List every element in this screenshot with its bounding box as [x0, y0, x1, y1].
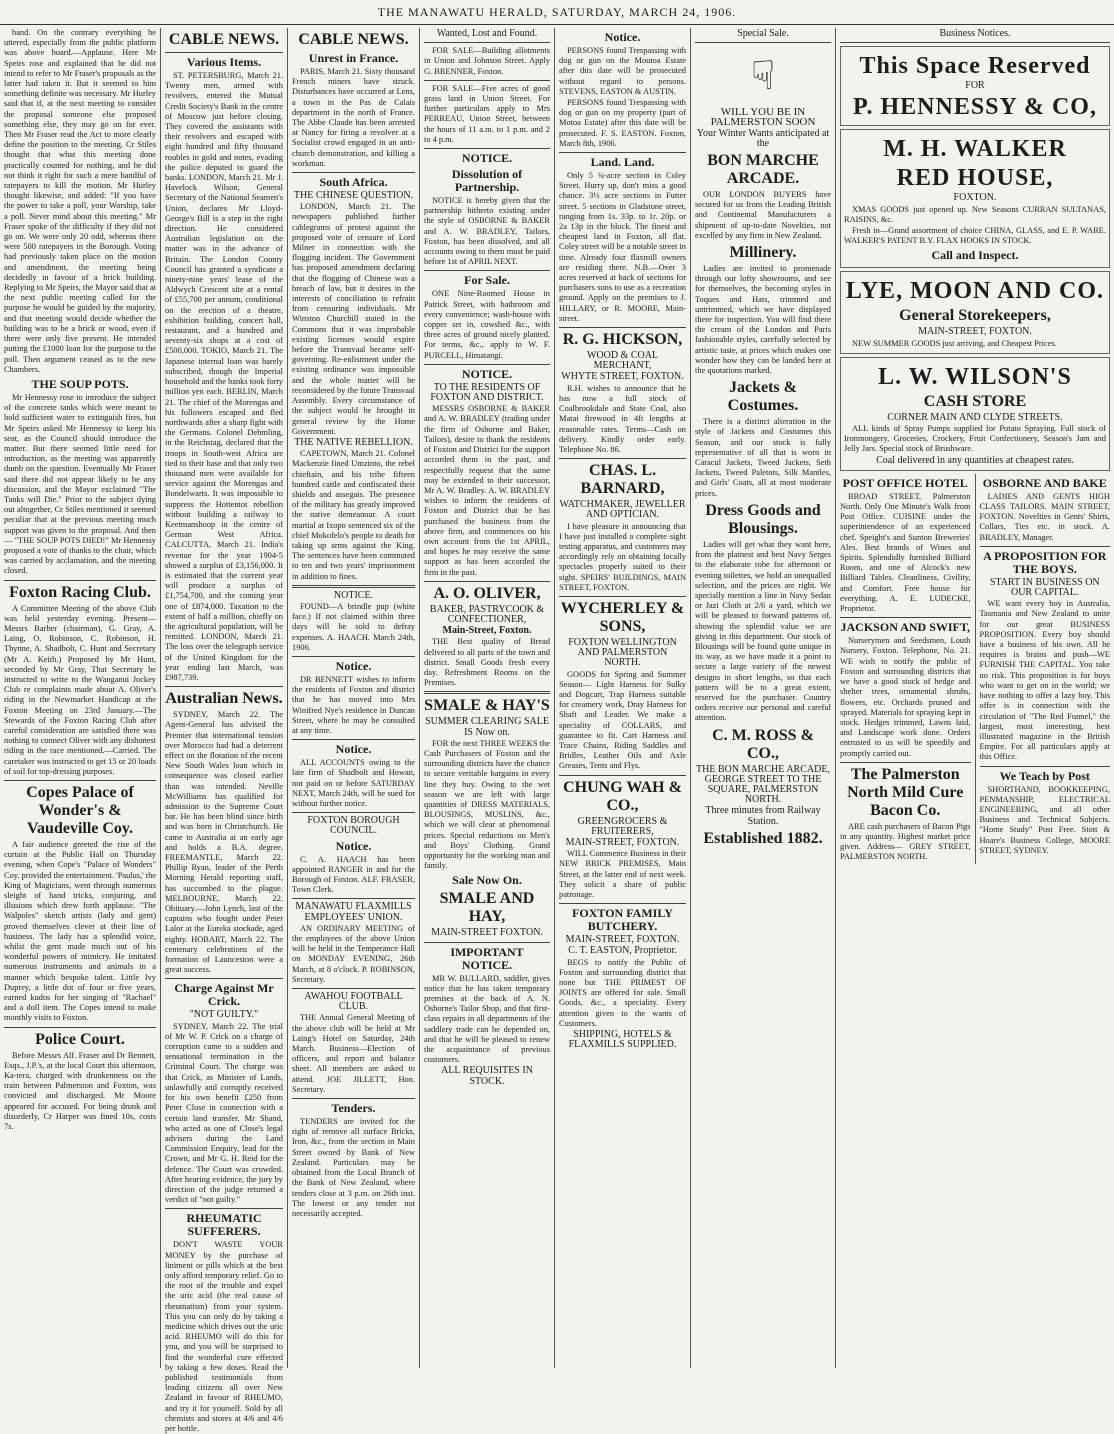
jackets-text: There is a distinct alteration in the style of Jackets and Costumes this Season, and our stock is fully representative of all that is worn in Caracul Jackets, Tweed Jackets, Seth Jackets, Tweed Paletots, Silk Mantles, and Girls' Coats, all at most moderate prices.	[695, 417, 831, 498]
hennessy-ad	[840, 46, 1110, 126]
oliver-heading: A. O. OLIVER,	[433, 584, 541, 602]
ross-address: THE BON MARCHE ARCADE, GEORGE STREET TO THE SQUARE, PALMERSTON NORTH.	[696, 763, 830, 806]
smale-hay-subheading: SUMMER CLEARING SALE IS Now on.	[425, 716, 549, 738]
soup-pots-text: Mr Hennessy rose to introduce the subject of the concrete tanks which were meant to hold sufficient water to extinguish fires, but Mr Speirs asked Mr Hennessy to keep his seat, as the Council should introduce the matter. But there seemed little need for introduction, as the meeting was apparently dumb on the question. Eventually Mr Fraser said there did not appear likely to be any discussion, and the Mayor exclaimed "The Tanks will Die." Prior to the subject dying out altogether, Cr Stiles mentioned it seemed peculiar that at the previous meeting much support was given to the proposal. And then— "THE SOUP POTS DIED!" Mr Hennessy proposed a vote of thanks to the chair, which was carried by acclamation, and the meeting closed.	[4, 392, 156, 576]
lye-moon-address: MAIN-STREET, FOXTON.	[918, 326, 1032, 338]
osborne-bake-text: LADIES AND GENTS HIGH CLASS TAILORS. MAIN STREET, FOXTON. Novelties in Gents' Shirts, Collars, Ties etc. in stock. A. BRADLEY, Manager.	[979, 491, 1110, 542]
racing-club-heading: Foxton Racing Club.	[9, 583, 151, 601]
dissolution-notice-heading: NOTICE.	[461, 151, 513, 166]
oliver-text: THE Best quality of Bread delivered to all parts of the town and district. Small Goods fresh every day. Refreshment Rooms on the Premises.	[424, 637, 550, 688]
column-7	[835, 28, 1114, 1368]
barnard-heading: CHAS. L. BARNARD,	[580, 462, 665, 498]
chung-wah-text: WILL Commence Business in their NEW BRICK PREMISES, Main Street, at the latter end of next week. They solicit a share of public patronage.	[559, 849, 686, 899]
for-sale-house: ONE Nine-Roomed House in Patrick Street, with bathroom and every convenience; wash-house with copper set in, cowshed &c., with three acres of ground nicely planted. For terms, &c., apply to W. F. PURCELL, Himatangi.	[424, 289, 550, 360]
land-text: Only 5 ¾-acre section in Coley Street. Hurry up, don't miss a good chance. 3½ acre sections in Futter street. 5 sections in Gladstone street, ranging from 1s. 33p. to 1r. 20p. or 2a 13p in the block. The finest and cheapest land in Foxton, all flat. Coley street will be a notable street in time. Already four flaxmill owners are residing there. N.B.—Over 3 acres reserved at back of sections for purchasers sons to use as a recreation ground. Apply on the premises to J. HILLARY, or R. MOORE, Main-street.	[559, 171, 686, 323]
for-sale-allotments: FOR SALE—Building allotments in Union and Johnson Street. Apply G. BRENNER, Foxton.	[424, 46, 550, 76]
cash-store: CASH STORE	[923, 392, 1027, 410]
walker-xmas: XMAS GOODS just opened up. New Seasons CURRAN SULTANAS, RAISINS, &c.	[844, 204, 1106, 224]
space-reserved: This Space Reserved	[859, 53, 1091, 80]
butchery-heading: FOXTON FAMILY BUTCHERY.	[572, 906, 673, 934]
police-court-text: Before Messrs Alf. Fraser and Dr Bennett, Esqs., J.P.'s, at the local Court this afternoon, Ka-tera, charged with drunkenness on the train between Palmerston and Foxton, was convicted and discharged. Mr Moore appeared for accused. For being drunk and disorderly, Cr Harper was fined 10s, costs 7s.	[4, 1050, 156, 1132]
notice-accounts-heading: Notice.	[335, 742, 372, 757]
council-heading: FOXTON BOROUGH COUNCIL.	[307, 815, 400, 837]
australian-news-text: SYDNEY, March 22. The Agent-General has advised the Premier that international tension over Morocco had had a deterrent effect on the flotation of the recent New South Wales loan which in consequence was closed earlier than was intended. Neville McWilliams has qualified for admission to the Supreme Court bar. He has been blind since birth and was born in Christchurch. He came to Australia at an early age and holds a B.A. degree. FREEMANTLE, March 22. Phillip Ryan, leader of the Perth Morning Herald reporting staff, has succumbed to the plague. MELBOURNE, March 22. Obituary.—John Lynch, last of the captains who fought under Peter Lalor at the Eureka stockade, aged eighty. HOBART, March 22. The centenary celebrations of the formation of Launceston were a great success.	[165, 710, 283, 975]
various-items-text: ST. PETERSBURG, March 21. Twenty men, armed with revolvers, entered the Mutual Credit Society's Bank in the centre of Moscow just before closing. They covered the assistants with their revolvers and escaped with eight hundred and fifty thousand roubles in gold and notes, evading the police deputed to guard the banks. LONDON, March 21. Mr J. Havelock Wilson, General Secretary of the National Seamen's Union, declares Mr Lloyd-George's Bill is a step in the right direction. He considered Australian legislation on the matter was in the advance of Britain. The London County Council has granted a syndicate a ninety-nine years' lease of the Aldwych Crescent site at a rental of £55,700 per annum, conditional on the erection of a theatre, exhibition building, concert hall, restaurant, and a hundred and seventy-six shops at a cost of £500,000. TOKIO, March 21. The Japanese internal loan was barely subscribed, though the Imperial household and the banks took forty million yen each. BERLIN, March 21. The chief of the Morengas and his followers escaped and fled northwards after a sharp fight with the Germans. Colonel Dehmling, in the Reichstag, declared that the troops in South-west Africa are tied to their base and that only two thousand men were available for service against the Morengas and Bondelwarts. It was impossible to suppress the Hottentot rebellion without building a railway to Keetmanshoop in the centre of German West Africa. CALCUTTA, March 21. India's revenue for the year 1904-5 showed a surplus of £3,156,000. It is estimated that the current year will produce a surplus of £1,754,700, and the coming year one of £874,000. Taxation to the extent of half a million, chiefly on the agricultural population, will be remitted. LONDON, March 21. The loss over the telegraph service of the United Kingdom for the year ending last March, was £987,739.	[165, 71, 283, 682]
chung-wah-heading: CHUNG WAH & CO.,	[563, 778, 682, 814]
special-sale-heading: Special Sale.	[737, 28, 789, 39]
bacon-text: ARE cash purchasers of Bacon Pigs in any quantity. Highest market price given. Address— GREY STREET, PALMERSTON NORTH.	[840, 821, 971, 862]
football-heading: AWAHOU FOOTBALL CLUB.	[304, 991, 403, 1013]
various-items-heading: Various Items.	[186, 55, 262, 69]
lower-ads-row	[840, 474, 1110, 864]
teach-by-post-heading: We Teach by Post	[999, 768, 1090, 783]
jackson-swift-text: Nurserymen and Seedsmen, Louth Nursery, Foxton. Telephone, No. 21. WE wish to notify the public of Foxton and surrounding districts that we have a good stock of hedge and shelter trees, ornamental shrubs, flowers, etc. Orchards pruned and sprayed. Materials for spraying kept in stock. Hedges trimmed, Lawns laid, and Landscape work done. Orders entrusted to us will be speedily and promptly carried out.	[840, 636, 971, 758]
smale-hay-heading-2: SMALE AND HAY,	[439, 890, 535, 926]
business-notices-heading: Business Notices.	[939, 28, 1011, 39]
hickson-text: R.H. wishes to announce that he has now a full stock of Coalbrookdale and State Coal, also Matai firewood in 4ft lengths at reasonable rates. Terms—Cash on delivery. Kindly order early. Telephone No. 86.	[559, 383, 686, 454]
for-label: FOR	[965, 80, 985, 92]
important-notice-heading: IMPORTANT NOTICE.	[450, 944, 524, 972]
trespass-notice-heading: Notice.	[604, 30, 641, 44]
osborne-bake-heading: OSBORNE AND BAKE	[982, 475, 1107, 490]
residents-notice-heading: NOTICE.	[461, 366, 513, 381]
column-1	[0, 28, 160, 1368]
lower-right-ads	[975, 474, 1111, 864]
rheumatic-text: DON'T WASTE YOUR MONEY by the purchase of liniment or pills which at the best only afford temporary relief. Go to the root of the trouble and expel the uric acid (the real cause of rheumatism) from your system. This you can only do by taking a medicine which drives out the uric acid. RHEUMO will do this for you, and you will be surprised to find the wonderful cure effected by taking a few doses. Read the published testimonials from leading citizens all over New Zealand in favour of RHEUMO, and try it for yourself. Sold by all chemists and stores at 4/6 and 4/6 per bottle.	[165, 1240, 283, 1433]
flaxmills-heading: MANAWATU FLAXMILLS EMPLOYEES' UNION.	[295, 901, 412, 923]
dissolution-heading: Dissolution of Partnership.	[451, 167, 523, 195]
notice-found-heading: NOTICE.	[333, 589, 374, 601]
wycherley-locations: FOXTON WELLINGTON AND PALMERSTON NORTH.	[568, 636, 677, 669]
butchery-footer: SHIPPING, HOTELS & FLAXMILLS SUPPLIED.	[568, 1029, 677, 1051]
residents-notice-subheading: TO THE RESIDENTS OF FOXTON AND DISTRICT.	[430, 381, 544, 404]
important-notice-text: MR W. BULLARD, saddler, gives notice that he has taken temporary premises at the back of A. N. Osborne's Tailor Shop, and that first-class repairs in all departments of the saddlery trade can be depended on, and that he will be pleased to renew the acquaintance of previous customers.	[424, 973, 550, 1065]
residents-notice-text: MESSRS OSBORNE & BAKER and A. W. BRADLEY (trading under the firm of Osborne and Baker, Tailors), desire to thank the residents of Foxton and District for the support accorded them in the past, and respectfully request that the same may be extended to their successor, Mr A. W. Bradley. A. W. BRADLEY wishes to inform the residents of Foxton and District that he has purchased the business from the above firm, and commences on his own account from the 1st APRIL, and hopes he may receive the same support as has been accorded the firm in the past.	[424, 404, 550, 577]
crick-subheading: "NOT GUILTY."	[189, 1009, 259, 1021]
crick-heading: Charge Against Mr Crick.	[174, 981, 274, 1009]
butchery-proprietor: C. T. EASTON, Proprietor.	[568, 945, 677, 957]
football-text: THE Annual General Meeting of the above club will be held at Mr Laing's Hotel on Saturday, 24th March. Business—Election of officers, and report and balance sheet. All members are asked to attend. JOE JILLETT, Hon. Secretary.	[292, 1013, 415, 1094]
copes-heading: Copes Palace of Wonder's & Vaudeville Coy.	[26, 784, 134, 838]
south-africa-heading: South Africa.	[319, 175, 388, 190]
dress-goods-heading: Dress Goods and Blousings.	[705, 501, 821, 537]
chinese-question-subheading: THE CHINESE QUESTION.	[293, 190, 414, 202]
walker-call: Call and Inspect.	[931, 248, 1019, 263]
wycherley-heading: WYCHERLEY & SONS,	[560, 599, 685, 635]
council-notice-heading: Notice.	[335, 838, 372, 853]
unrest-heading: Unrest in France.	[308, 51, 399, 65]
oliver-address: Main-Street, Foxton.	[442, 625, 532, 637]
crick-text: SYDNEY, March 22. The trial of Mr W. P. Crick on a charge of corruption came to a sudden and sensational termination in the Criminal Court. The charge was that Crick, as Minister of Lands, unlawfully and corruptly received for his own benefit £250 from Peter Close in connection with a certain land transfer. Mr Shand, who acted as one of Close's legal advisers during the Land Commission Enquiry, lead for the Crown, and Mr G. H. Reid for the defence. The Court was crowded. After hearing evidence, the jury by direction of the judge returned a verdict of "not guilty."	[165, 1021, 283, 1205]
wilson-name: L. W. WILSON'S	[878, 363, 1072, 390]
wilson-text: ALL kinds of Spray Pumps supplied for Potato Spraying. Full stock of Ironmongery, Groceries, Crockery, Fruit Confectionery, Season's Jam and Jelly Jars. Special stock of Brushware.	[844, 424, 1106, 454]
sale-now-on: Sale Now On.	[452, 873, 522, 888]
dress-goods-text: Ladies will get what they want here, from the plainest and best Navy Serges to the elaborate robe for afternoon or evening toilettes, we hold an unequalled selection, and the prices are right. We specially mention a line in Navy Sedan or Jazi Cloth at 2/6 a yard, which we will be pleased to forward patterns of, showing the splendid value we are giving in this department. Our stock of Blousings will be found quite unique in its way, as we have made it a point to secure a large variety of the newest designs in short lengths, so that each pattern will be to a great extent, reserved for the purchaser. Country orders receive our personal and careful attention.	[695, 539, 831, 723]
winter-wants: Your Winter Wants anticipated at the	[696, 127, 830, 149]
column-2	[160, 28, 287, 1433]
post-office-hotel-text: BROAD STREET, Palmerston North. Only One Minute's Walk from Post Office. CUISINE under the superintendence of an experienced chef. Speight's and Sunton Breweries' Ales. Best brands of Wines and Spirits. Splendidly furnished Billiard Room, and one of Alcock's new Billiard Tables. Cleanliness, Civility, and Comfort. Free house for everything. A. E. LUDECKE, Proprietor.	[840, 491, 971, 614]
hickson-trade: WOOD & COAL MERCHANT,	[586, 350, 659, 372]
column-4	[419, 28, 554, 1368]
notice-accounts-text: ALL ACCOUNTS owing to the late firm of Shadbolt and Howan, not paid on or before SATURDAY NEXT, March 24th, will be sued for without further notice.	[292, 758, 415, 808]
chung-wah-trade: GREENGROCERS & FRUITERERS,	[577, 815, 668, 837]
trespass-notice-1: PERSONS found Trespassing with dog or gun on the Moutoa Estate after this date will be prosecuted without regard to persons. STEVENS, EASTON & AUSTIN.	[559, 46, 686, 96]
bacon-heading: The Palmerston North Mild Cure Bacon Co.	[847, 765, 964, 819]
chung-wah-address: MAIN-STREET, FOXTON.	[565, 836, 680, 848]
column-6	[690, 28, 835, 1368]
council-text: C. A. HAACH has been appointed RANGER in and for the Borough of Foxton. ALF. FRASER, Town Clerk.	[292, 854, 415, 895]
lye-moon-text: NEW SUMMER GOODS just arriving, and Cheapest Prices.	[852, 338, 1057, 348]
ross-heading: C. M. ROSS & CO.,	[712, 726, 814, 762]
hennessy-name: P. HENNESSY & CO,	[853, 94, 1097, 121]
copes-text: A fair audience greeted the rise of the curtain at the Public Hall on Thursday evening, when Cope's "Palace of Wonders" Coy. provided the entertainment. 'Paulus,' the King of Magicians, went through numerous sleight of hand tricks, conjuring, and illusions which drew forth applause. "The Walpoles" sketch artists (lady and gent) proved themselves clever at their line of business. The lady has a splendid voice, whilst the gent made much out of his wonderful powers of mimicry. He imitated numerous instruments and animals in a manner which bespoke talent. Little Ivy Duprey, a little dot of four or five years, earned kudos for her singing of "Rachael" and a doll item. The Copes intend to make monthly visits to Foxton.	[4, 840, 156, 1023]
wilson-address: CORNER MAIN AND CLYDE STREETS.	[887, 411, 1063, 423]
established: Established 1882.	[703, 829, 823, 847]
general-storekeepers: General Storekeepers,	[899, 307, 1051, 325]
red-house: RED HOUSE,	[896, 165, 1054, 192]
tenders-heading: Tenders.	[331, 1101, 376, 1116]
proposition-text: WE want every boy in Australia, Tasmania and New Zealand to unite for our great BUSINESS PROPOSITION. Every boy should have a business of his own. All he requires is brains and push—WE FURNISH THE CAPITAL. You take no risk. This proposition is for boys who want to get on in the world; we have nothing to offer a lazy boy. This offer is in connection with the circulation of "The Red Funnel," the largest, most interesting, best illustrated magazine in the British Empire. For all particulars apply at this Office.	[979, 599, 1110, 762]
millinery-text: Ladies are invited to promenade through our lofty showrooms, and see for themselves, the becoming styles in Toques and Hats, trimmed and untrimmed, which we have displayed there for inspection. You will find there the cream of the London and Paris fashionable styles, carefully selected by artistic taste, at prices which makes one wonder how they can be landed here at the quotations marked.	[695, 264, 831, 376]
proposition-heading: A PROPOSITION FOR THE BOYS.	[983, 548, 1107, 576]
pointing-hand-icon: ☟	[750, 53, 776, 99]
notice-bennett-text: DR BENNETT wishes to inform the residents of Foxton and district that he has moved into Mrs Winifred Nye's residence in Duncan Street, where he may be consulted at any time.	[292, 674, 415, 735]
bon-marche-heading: BON MARCHE ARCADE.	[707, 152, 819, 188]
post-office-hotel-heading: POST OFFICE HOTEL	[842, 475, 968, 490]
cable-news-heading-2: CABLE NEWS.	[298, 31, 409, 48]
wycherley-text: GOODS for Spring and Summer Season— Light Harness for Sulky and Dogcart, Trap Harness suitable for creamery work, Dray Harness for Shaft and Leader. We make a speciality of COLLARS, and guarantee to fit. Cart Harness and Trace Chains, Riding Saddles and Bridles, Leather Oils and Axle Greases, Tents and Flys.	[559, 669, 686, 771]
lower-left-ads	[840, 474, 971, 864]
column-5	[554, 28, 690, 1368]
for-sale-grass-land: FOR SALE—Five acres of good grass land in Union Street. For further particulars apply to Mrs PERREAU, Union Street, between the hours of 11 a.m. to 1 p.m. and 2 to 4 p.m.	[424, 83, 550, 144]
hickson-heading: R. G. HICKSON,	[562, 331, 683, 349]
dissolution-text: NOTICE is hereby given that the partnership hitherto existing under the style of OSBORNE & BAKER and A. W. BRADLEY, Tailors, Foxton, has been dissolved, and all accounts owing to them must be paid before 1st of APRIL NEXT.	[424, 196, 550, 267]
barnard-text: I have pleasure in announcing that I have just installed a complete sight testing apparatus, and customers may accordingly rely on obtaining locally spectacles properly suited to their sight. SPEIRS' BUILDINGS, MAIN STREET, FOXTON.	[559, 521, 686, 592]
smale-hay-text: FOR the next THREE WEEKS the Cash Purchasers of Foxton and the surrounding districts have the chance to secure veritable bargains in every line they buy. Owing to the wet season we are left with large quantities of DRESS MATERIALS, BLOUSINGS, MUSLINS, &c., which we will clear at phenomenal prices. Special reductions on Men's and Boys' Clothing. Grand opportunity for the working man and family.	[424, 738, 550, 871]
teach-by-post-text: SHORTHAND, BOOKKEEPING, PENMANSHIP, ELECTRICAL ENGINEERING, and all other Business and Technical Subjects. "Home Study" Post Free. Stott & Hoare's Business College, MOORE STREET, SYDNEY.	[979, 784, 1110, 855]
australian-news-heading: Australian News.	[165, 690, 283, 708]
walker-fresh: Fresh in—Grand assortment of choice CHINA, GLASS, and E. P. WARE. WALKER'S PATENT B.Y. FLAX HOOKS IN STOCK.	[844, 226, 1106, 246]
barnard-trade: WATCHMAKER, JEWELLER AND OPTICIAN.	[559, 499, 686, 521]
oliver-trade: BAKER, PASTRYCOOK & CONFECTIONER,	[429, 603, 545, 625]
soup-pots-heading: THE SOUP POTS.	[31, 376, 129, 391]
butchery-address: MAIN-STREET, FOXTON.	[565, 934, 680, 946]
butchery-text: BEGS to notify the Public of Foxton and surrounding district that none but THE PRIMEST OF JOINTS are offered for sale. Small Goods, &c., a speciality. Every attention given to the wants of Customers.	[559, 957, 686, 1028]
jackets-heading: Jackets & Costumes.	[727, 379, 799, 415]
wanted-heading: Wanted, Lost and Found.	[436, 28, 538, 39]
walker-name: M. H. WALKER	[883, 136, 1067, 163]
proposition-subheading: START IN BUSINESS ON OUR CAPITAL.	[989, 576, 1100, 599]
ross-railway: Three minutes from Railway Station.	[705, 805, 821, 827]
smale-hay-heading: SMALE & HAY'S	[424, 697, 550, 715]
important-notice-footer: ALL REQUISITES IN STOCK.	[441, 1065, 533, 1087]
native-rebellion-text: CAPETOWN, March 21. Colonel Mackenzie fined Umzinto, the rebel chieftain, and his tribe fifteen hundred cattle and confiscated their shields and assegais. The presence of the military has greatly improved the native demeanour. A court martial at Ixopo sentenced six of the chief Mokofelo's people to death for taking up arms against the King. The sentences have been commuted to ten and two years' imprisonment in addition to fines.	[292, 449, 415, 581]
lye-moon-name: LYE, MOON AND CO.	[845, 278, 1105, 305]
hickson-address: WHYTE STREET, FOXTON.	[561, 371, 684, 383]
council-report-text: band. On the contrary everything be uttered, especially from the public platform was above board.—Applause. Here Mr Speirs rose and explained that he did not intend to refer to Mr Fraser's proposals as the latter had taken it. But it seemed to him something definite was necessary. Mr Hurley said that if, at the next meeting to consider the proposal someone else proposed something else, they may go on for ever. Then Mr Fraser read the Act to more clearly define the position to the meeting. Cr Stiles thought that what this meeting done practically counted for nothing, and he did not think it right for such a mere handful of ratepayers to kill the motion. Mr Hurley thought likewise, and added: "If you have the power to take a poll, your Worship, take a poll. Never mind about this meeting." Mr Fraser spoke of the difficulty if they did not go on. We were only 20 odd, whereas there were 500 ratepayers in the Borough. Voting had previously taken place on the motion and amendment, the meeting being decidedly in favour of a brick building. Replying to Mr Speirs, the Mayor said that at the next public meeting called for the purpose he would be guided by the majority, and that meeting would decide whether the building was to be a brick or wood, even if there were only five present. He intended putting the £1000 loan for the purpose to the poll. Then argument ceased as to the new Chambers.	[4, 28, 156, 374]
south-africa-text: LONDON, March 21. The newspapers published further cablegrams of protest against the proposed vote of censure of Lord Milner in connection with the flogging incident. The Government has proposed amendment declaring that the flogging of Chinese was a breach of law, but it desires in the interests of conciliation to refrain from censuring individuals. Mr Winston Churchill stated in the Commons that it was improbable existing licenses would expire before the Transvaal became self-governing. Re-enlistment under the existing ordinance was impossible and the whole matter will be reconsidered by the future Transvaal Assembly. Every circumstance of the subject would be brought in general review by the Home Government.	[292, 202, 415, 436]
flaxmills-text: AN ORDINARY MEETING of the employees of the above Union will be held in the Temperance Hall on MONDAY EVENING, 26th March, at 8 o'clock. P. ROBINSON, Secretary.	[292, 923, 415, 984]
for-sale-heading: For Sale.	[464, 273, 510, 288]
cable-news-heading: CABLE NEWS.	[168, 31, 280, 48]
smale-hay-address: MAIN-STREET FOXTON.	[431, 927, 543, 939]
racing-club-text: A Committee Meeting of the above Club was held yesterday evening. Present—Messrs Barber (chairman), G. Gray, A. Laing, O. Robinson, C. Robinson, H. Thynne, A. Shadbolt, C. Hunt and Secretary (Mr A. Keith.) Proposed by Mr Hunt, seconded by Mr Gray, That Secretary be instructed to write to the Wanganui Jockey Club re complaints made about A. Oliver's riding in the Newmarket Handicap at the Foxton Meeting on 23rd January.—The Stewards of the Foxton Racing Club after careful consideration are satisfied there was nothing to connect Oliver with any dishonest riding in the race mentioned.—Carried. The caretaker was instructed to get 15 or 20 loads of soil for top-dressing purposes.	[4, 603, 156, 776]
unrest-text: PARIS, March 21. Sixty thousand French miners have struck. Disturbances have occurred at Lens, a town in the Pas de Calais department in the north of France. The Abbe Claude has been arrested at Nancy for firing a revolver at a Socialist crowd engaged in an anti-church demonstration, and killing a workman.	[292, 67, 415, 168]
native-rebellion-subheading: THE NATIVE REBELLION.	[294, 436, 413, 448]
police-court-heading: Police Court.	[35, 1030, 125, 1048]
trespass-notice-2: PERSONS found Trespassing with dog or gun on my property (part of Motoa Estate) after this date will be prosecuted. F. S. EASTON. Foxton, March 8th, 1906.	[559, 98, 686, 148]
land-heading: Land. Land.	[590, 155, 655, 170]
bon-marche-text: OUR LONDON BUYERS have secured for us from the Leading British and Continental Manufacturers a shipment of up-to-date Novelties, not excelled by any firm in New Zealand.	[695, 190, 831, 240]
wilson-coal: Coal delivered in any quantities at cheapest rates.	[876, 454, 1074, 466]
column-3	[287, 28, 419, 1368]
walker-ad	[840, 129, 1110, 268]
rheumatic-heading: RHEUMATIC SUFFERERS.	[186, 1211, 262, 1239]
will-you-be: WILL YOU BE IN PALMERSTON SOON	[710, 106, 816, 129]
notice-bennett-heading: Notice.	[335, 658, 372, 673]
tenders-text: TENDERS are invited for the right of remove all surface Bricks, Iron, &c., from the section in Main Street owned by Bank of New Zealand. Particulars may be obtained from the Local Branch of the Bank of New Zealand, where tenders close at 3 p.m. on 26th inst. The lowest or any tender not necessarily accepted.	[292, 1117, 415, 1218]
wilson-ad	[840, 357, 1110, 471]
walker-foxton: FOXTON.	[953, 192, 997, 204]
masthead: THE MANAWATU HERALD, SATURDAY, MARCH 24, 1906.	[0, 0, 1114, 25]
millinery-heading: Millinery.	[729, 244, 797, 262]
jackson-swift-heading: JACKSON AND SWIFT,	[840, 620, 970, 635]
lye-moon-ad	[840, 271, 1110, 353]
notice-found-text: FOUND—A brindle pup (white face.) If not claimed within three days will be sold to defray expenses. A. HAACH. March 24th, 1906.	[292, 601, 415, 652]
